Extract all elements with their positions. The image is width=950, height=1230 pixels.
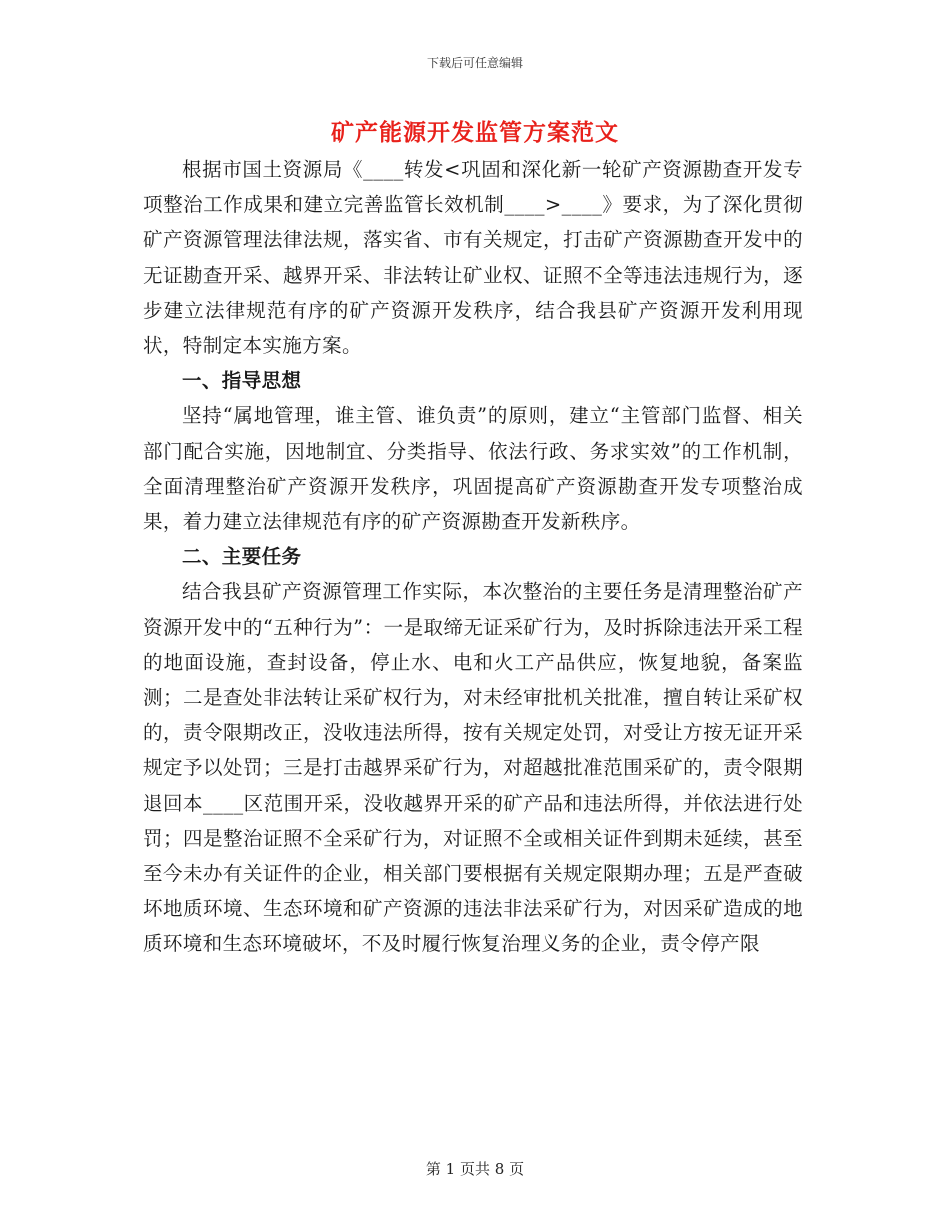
page-number-footer: 第 1 页共 8 页 xyxy=(425,1160,525,1178)
section-paragraph-guiding-ideology: 坚持“属地管理，谁主管、谁负责”的原则，建立“主管部门监督、相关部门配合实施，因地制宜、分类指导、依法行政、务求实效”的工作机制，全面清理整治矿产资源开发秩序，巩固提高矿产资源勘查开发专项整治成果，着力建立法律规范有序的矿产资源勘查开发新秩序。 xyxy=(143,404,803,534)
section-heading-main-tasks: 二、主要任务 xyxy=(182,545,302,569)
intro-paragraph: 根据市国土资源局《____转发<巩固和深化新一轮矿产资源勘查开发专项整治工作成果和建立完善监管长效机制____>____》要求，为了深化贯彻矿产资源管理法律法规，落实省、市有关规定，打击矿产资源勘查开发中的无证勘查开采、越界开采、非法转让矿业权、证照不全等违法违规行为，逐步建立法律规范有序的矿产资源开发秩序，结合我县矿产资源开发利用现状，特制定本实施方案。 xyxy=(143,158,803,358)
document-title: 矿产能源开发监管方案范文 xyxy=(331,119,619,146)
section-paragraph-main-tasks: 结合我县矿产资源管理工作实际，本次整治的主要任务是清理整治矿产资源开发中的“五种行为”：一是取缔无证采矿行为，及时拆除违法开采工程的地面设施，查封设备，停止水、电和火工产品供应，恢复地貌，备案监测；二是查处非法转让采矿权行为，对未经审批机关批准，擅自转让采矿权的，责令限期改正，没收违法所得，按有关规定处罚，对受让方按无证开采规定予以处罚；三是打击越界采矿行为，对超越批准范围采矿的，责令限期退回本____区范围开采，没收越界开采的矿产品和违法所得，并依法进行处罚；四是整治证照不全采矿行为，对证照不全或相关证件到期未延续，甚至至今未办有关证件的企业，相关部门要根据有关规定限期办理；五是严查破坏地质环境、生态环境和矿产资源的违法非法采矿行为，对因采矿造成的地质环境和生态环境破坏，不及时履行恢复治理义务的企业，责令停产限 xyxy=(143,580,803,956)
section-heading-guiding-ideology: 一、指导思想 xyxy=(182,369,302,393)
document-body xyxy=(143,152,803,962)
page-header-note: 下载后可任意编辑 xyxy=(426,56,523,70)
